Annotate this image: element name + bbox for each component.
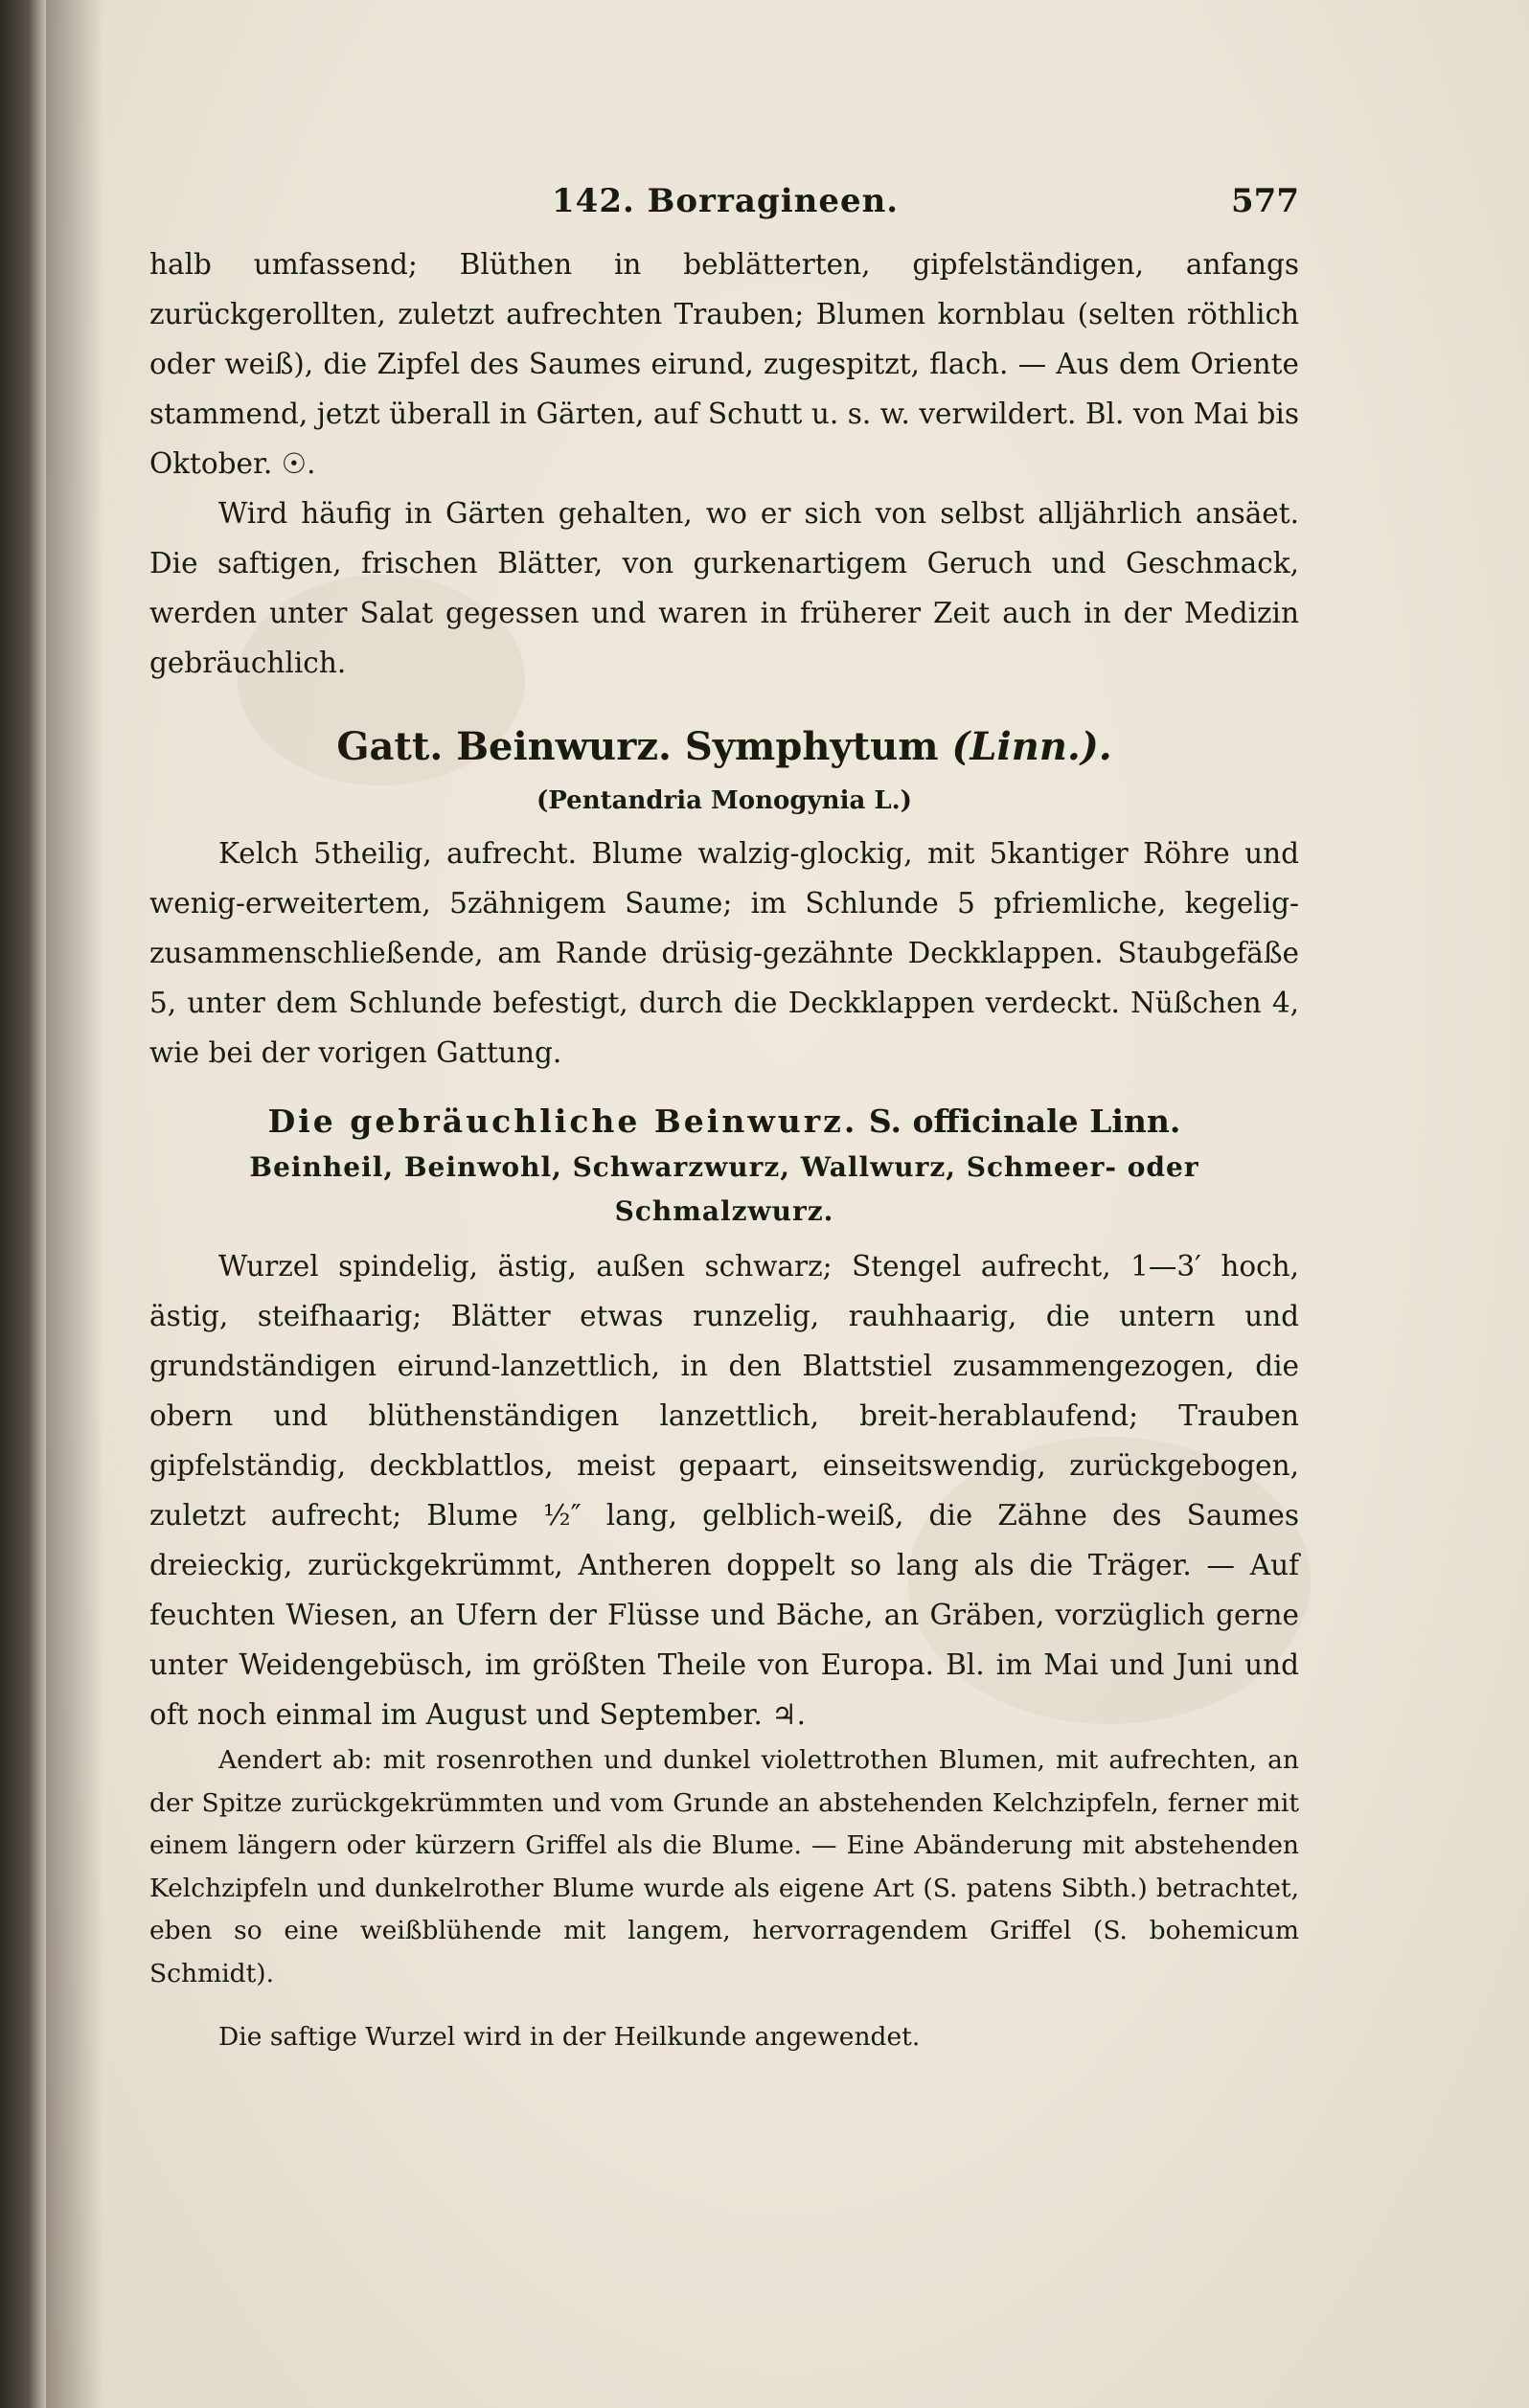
paragraph-species-description: Wurzel spindelig, ästig, außen schwarz; Stengel aufrecht, 1—3′ hoch, ästig, steifhaarig; Blätter etwas runzelig, rauhhaarig, die untern und grundständigen eirund-lanzettlich, in den Blattstiel zusammengezogen, die obern und blüthenständigen lanzettlich, breit-herablaufend; Trauben gipfelständig, deckblattlos, meist gepaart, einseitswendig, zurückgebogen, zuletzt aufrecht; Blume ½″ lang, gelblich-weiß, die Zähne des Saumes dreieckig, zurückgekrümmt, Antheren doppelt so lang als die Träger. — Auf feuchten Wiesen, an Ufern der Flüsse und Bäche, an Gräben, vorzüglich gerne unter Weidengebüsch, im größten Theile von Europa. Bl. im Mai und Juni und oft noch einmal im August und September. ♃. — [149, 1250, 1299, 1731]
species-latin-name: S. officinale Linn. — [868, 1102, 1181, 1140]
paragraph-medicinal-use: Die saftige Wurzel wird in der Heilkunde angewendet. — [218, 2022, 921, 2052]
running-header — [149, 182, 1299, 239]
vernacular-names: Beinheil, Beinwohl, Schwarzwurz, Wallwurz, Schmeer- oder Schmalzwurz. — [249, 1151, 1199, 1227]
page-number: 577 — [1231, 182, 1299, 220]
spine-shadow — [46, 0, 103, 2408]
species-german-name: Die gebräuchliche Beinwurz. — [267, 1102, 858, 1140]
paragraph-description-end: halb umfassend; Blüthen in beblätterten, gipfelständigen, anfangs zurückgerollten, zuletzt aufrechten Trauben; Blumen kornblau (selten röthlich oder weiß), die Zipfel des Saumes eirund, zugespitzt, flach. — Aus dem Oriente stammend, jetzt überall in Gärten, auf Schutt u. s. w. verwildert. Bl. von Mai bis Oktober. ☉. — [149, 248, 1299, 480]
section-title: 142. Borragineen. — [552, 182, 900, 220]
species-heading — [149, 1102, 1299, 1140]
book-page — [46, 0, 1529, 2408]
paragraph-usage: Wird häufig in Gärten gehalten, wo er sich von selbst alljährlich ansäet. Die saftigen, frischen Blätter, von gurkenartigem Geruch und Geschmack, werden unter Salat gegessen und waren in früherer Zeit auch in der Medizin gebräuchlich. — [149, 497, 1299, 679]
genus-german-name: Gatt. Beinwurz. — [336, 724, 672, 769]
genus-author: (Linn.). — [951, 724, 1112, 769]
linnaean-class: (Pentandria Monogynia L.) — [536, 786, 912, 815]
genus-heading — [149, 724, 1299, 769]
genus-latin-name: Symphytum — [684, 724, 939, 769]
paragraph-variations: Aendert ab: mit rosenrothen und dunkel violettrothen Blumen, mit aufrechten, an der Spitze zurückgekrümmten und vom Grunde an abstehenden Kelchzipfeln, ferner mit einem längern oder kürzern Griffel als die Blume. — Eine Abänderung mit abstehenden Kelchzipfeln und dunkelrother Blume wurde als eigene Art (S. patens Sibth.) betrachtet, eben so eine weißblühende mit langem, hervorragendem Griffel (S. bohemicum Schmidt). — [149, 1745, 1299, 1988]
paragraph-genus-description: Kelch 5theilig, aufrecht. Blume walzig-glockig, mit 5kantiger Röhre und wenig-erweitertem, 5zähnigem Saume; im Schlunde 5 pfriemliche, kegelig-zusammenschließende, am Rande drüsig-gezähnte Deckklappen. Staubgefäße 5, unter dem Schlunde befestigt, durch die Deckklappen verdeckt. Nüßchen 4, wie bei der vorigen Gattung. — [149, 837, 1299, 1069]
page-text — [149, 182, 1299, 2059]
